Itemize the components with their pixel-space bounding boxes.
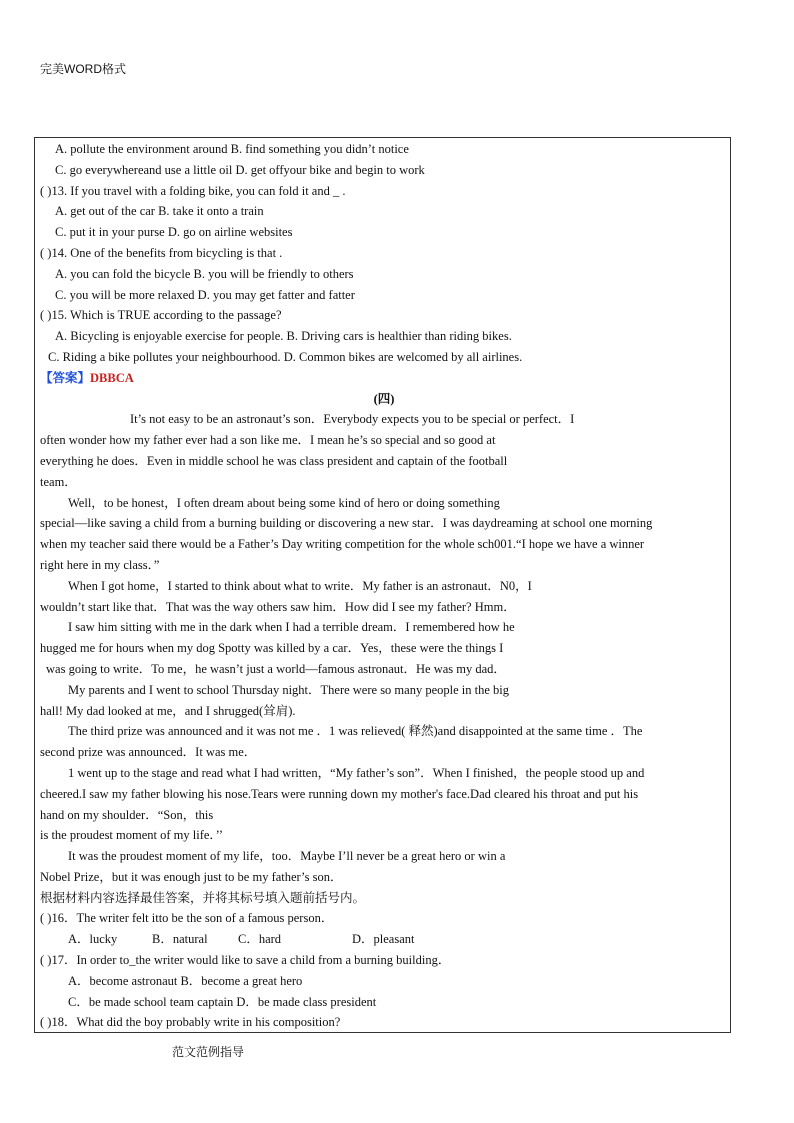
q13-options-row1: A. get out of the car B. take it onto a train (55, 204, 264, 219)
q13-options-row2: C. put it in your purse D. go on airline websites (55, 225, 293, 240)
answer-tag: 【答案】 (40, 370, 91, 385)
q12-options-row1: A. pollute the environment around B. find something you didn’t notice (55, 142, 409, 156)
q13-stem: ( )13. If you travel with a folding bike, you can fold it and _ . (40, 183, 346, 198)
passage-line: Nobel Prize，but it was enough just to be my father’s son． (40, 869, 343, 884)
passage-line: It was the proudest moment of my life，too．Maybe I’ll never be a great hero or win a (68, 849, 506, 864)
q16-option-b: B．natural (152, 932, 208, 947)
passage-line: Well，to be honest，I often dream about being some kind of hero or doing something (68, 495, 500, 510)
passage-line: It’s not easy to be an astronaut’s son．Everybody expects you to be special or perfect．I (130, 412, 575, 427)
page-footer: 范文范例指导 (172, 1045, 245, 1059)
passage-line: hand on my shoulder．“Son，this (40, 807, 214, 822)
section-title: (四) (373, 391, 395, 406)
passage-line: everything he does．Even in middle school he was class president and captain of the football (40, 453, 508, 468)
q18-stem: ( )18．What did the boy probably write in his composition? (40, 1015, 341, 1030)
q15-options-row2: C. Riding a bike pollutes your neighbourhood. D. Common bikes are welcomed by all airlines. (48, 349, 523, 364)
passage-line: wouldn’t start like that．That was the way others saw him．How did I see my father? Hmm． (40, 599, 516, 614)
passage-line: hall! My dad looked at me，and I shrugged(耸肩). (40, 703, 296, 718)
passage-line: The third prize was announced and it was not me ．1 was relieved( 释然)and disappointed at the same time ．The (68, 724, 643, 739)
q14-options-row2: C. you will be more relaxed D. you may get fatter and fatter (55, 287, 355, 302)
q17-stem: ( )17．In order to_the writer would like to save a child from a burning building． (40, 953, 451, 968)
instruction: 根据材料内容选择最佳答案，并将其标号填入题前括号内。 (40, 890, 366, 905)
passage-line: cheered.I saw my father blowing his nose.Tears were running down my mother's face.Dad cleared his throat and put his (40, 786, 639, 801)
answer-line (40, 368, 728, 389)
q16-option-d: D．pleasant (352, 932, 415, 947)
q16-options (40, 929, 728, 950)
q15-stem: ( )15. Which is TRUE according to the passage? (40, 308, 282, 323)
q17-options-row2: C．be made school team captain D．be made class president (68, 994, 377, 1009)
passage-line: second prize was announced．It was me． (40, 745, 257, 760)
q16-option-a: A．lucky (68, 932, 118, 947)
passage-line: was going to write．To me，he wasn’t just a world—famous astronaut．He was my dad． (46, 661, 506, 676)
passage-line: My parents and I went to school Thursday night．There were so many people in the big (68, 682, 509, 697)
q12-options-row2: C. go everywhereand use a little oil D. get offyour bike and begin to work (55, 162, 425, 177)
passage-line: special—like saving a child from a burning building or discovering a new star．I was daydreaming at school one morning (40, 516, 653, 531)
q16-stem: ( )16．The writer felt itto be the son of a famous person． (40, 911, 334, 926)
passage-line: hugged me for hours when my dog Spotty was killed by a car．Yes，these were the things I (40, 641, 504, 656)
answer-value: DBBCA (90, 370, 134, 385)
q14-options-row1: A. you can fold the bicycle B. you will be friendly to others (55, 266, 354, 281)
q17-options-row1: A．become astronaut B．become a great hero (68, 973, 303, 988)
q14-stem: ( )14. One of the benefits from bicycling is that . (40, 245, 283, 260)
passage-line: is the proudest moment of my life．’’ (40, 828, 224, 843)
passage-line: 1 went up to the stage and read what I had written，“My father’s son”．When I finished，the people stood up and (68, 765, 645, 780)
page-header: 完美WORD格式 (40, 62, 126, 76)
document-body (40, 139, 728, 1033)
passage-line: often wonder how my father ever had a son like me．I mean he’s so special and so good at (40, 433, 496, 448)
q15-options-row1: A. Bicycling is enjoyable exercise for people. B. Driving cars is healthier than riding bikes. (55, 329, 512, 344)
passage-line: team． (40, 474, 77, 489)
passage-line: right here in my class．” (40, 557, 160, 572)
passage-line: I saw him sitting with me in the dark when I had a terrible dream．I remembered how he (68, 620, 515, 635)
passage-line: When I got home，I started to think about what to write．My father is an astronaut．N0，I (68, 578, 532, 593)
q16-option-c: C．hard (238, 932, 282, 947)
passage-line: when my teacher said there would be a Father’s Day writing competition for the whole sch001.“I hope we have a winner (40, 537, 645, 552)
